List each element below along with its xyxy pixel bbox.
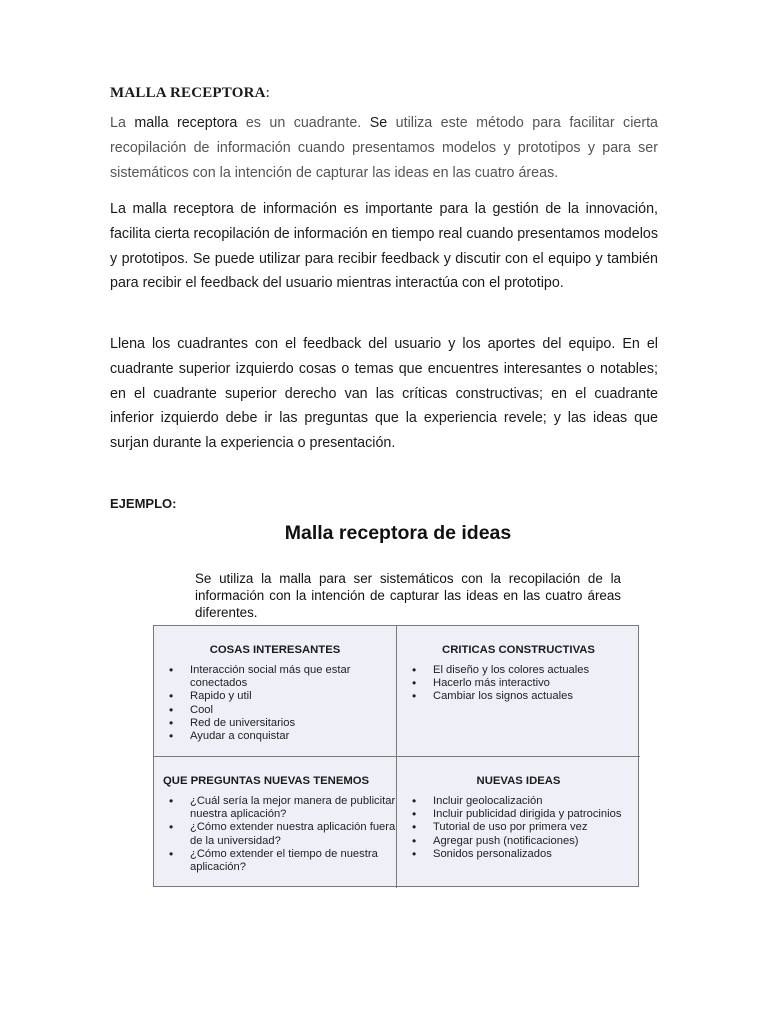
quadrant-title: COSAS INTERESANTES [209, 644, 341, 656]
p1-part3: es un cuadrante. [237, 115, 370, 131]
p1-part4: Se [369, 115, 388, 131]
quadrant-list [154, 795, 396, 874]
figure-title-wrap [0, 522, 768, 545]
list-item: • Sonidos personalizados [433, 848, 640, 861]
quadrant-list [154, 664, 396, 743]
quadrant-title: NUEVAS IDEAS [476, 775, 561, 787]
list-item: • Cambiar los signos actuales [433, 690, 640, 703]
list-item: • ¿Cómo extender nuestra aplicación fuera de la universidad? [190, 821, 396, 847]
receptor-grid [153, 625, 639, 887]
list-item: • Hacerlo más interactivo [433, 677, 640, 690]
list-item: • Interacción social más que estar conectados [190, 664, 396, 690]
quadrant-title: CRITICAS CONSTRUCTIVAS [442, 644, 595, 656]
list-item: • Incluir geolocalización [433, 795, 640, 808]
list-item: • Agregar push (notificaciones) [433, 835, 640, 848]
quadrant-new-ideas [397, 757, 640, 888]
list-item: • ¿Cómo extender el tiempo de nuestra aplicación? [190, 848, 396, 874]
list-item: • ¿Cuál sería la mejor manera de publicitar nuestra aplicación? [190, 795, 396, 821]
list-item: • Rapido y util [190, 690, 396, 703]
figure-title: Malla receptora de ideas [284, 522, 512, 544]
quadrant-list [397, 795, 640, 861]
heading-colon: : [265, 85, 271, 101]
list-item: • Red de universitarios [190, 717, 396, 730]
list-item: • Incluir publicidad dirigida y patrocinios [433, 808, 640, 821]
quadrant-criticism [397, 626, 640, 757]
paragraph-intro [110, 111, 658, 185]
paragraph-instructions: Llena los cuadrantes con el feedback del usuario y los aportes del equipo. En el cuadrante superior izquierdo cosas o temas que encuentres interesantes o notables; en el cuadrante superior derecho van las críticas constructivas; en el cuadrante inferior izquierdo debe ir las preguntas que la experiencia revele; y las ideas que surjan durante la experiencia o presentación. [110, 336, 658, 452]
example-label: EJEMPLO: [110, 496, 177, 511]
figure-description: Se utiliza la malla para ser sistemáticos con la recopilación de la información con la intención de capturar las ideas en las cuatro áreas diferentes. [195, 571, 621, 620]
quadrant-title: QUE PREGUNTAS NUEVAS TENEMOS [163, 775, 370, 787]
heading-title: MALLA RECEPTORA [110, 85, 266, 101]
p1-part5: utiliza este método para facilitar cierta recopilación de información cuando presentamos modelos y prototipos y para ser sistemáticos con la intención de capturar las ideas en las cuatro áreas. [110, 115, 659, 181]
paragraph-importance: La malla receptora de información es importante para la gestión de la innovación, facilita cierta recopilación de información en tiempo real cuando presentamos modelos y prototipos. Se puede utilizar para recibir feedback y discutir con el equipo y también para recibir el feedback del usuario mientras interactúa con el prototipo. [110, 201, 658, 292]
list-item: • El diseño y los colores actuales [433, 664, 640, 677]
section-heading [110, 85, 270, 102]
quadrant-questions [154, 757, 397, 888]
list-item: • Tutorial de uso por primera vez [433, 821, 640, 834]
quadrant-list [397, 664, 640, 704]
p1-part1: La [110, 115, 135, 131]
quadrant-interesting [154, 626, 397, 757]
list-item: • Cool [190, 704, 396, 717]
p1-part2: malla receptora [134, 115, 238, 131]
list-item: • Ayudar a conquistar [190, 730, 396, 743]
